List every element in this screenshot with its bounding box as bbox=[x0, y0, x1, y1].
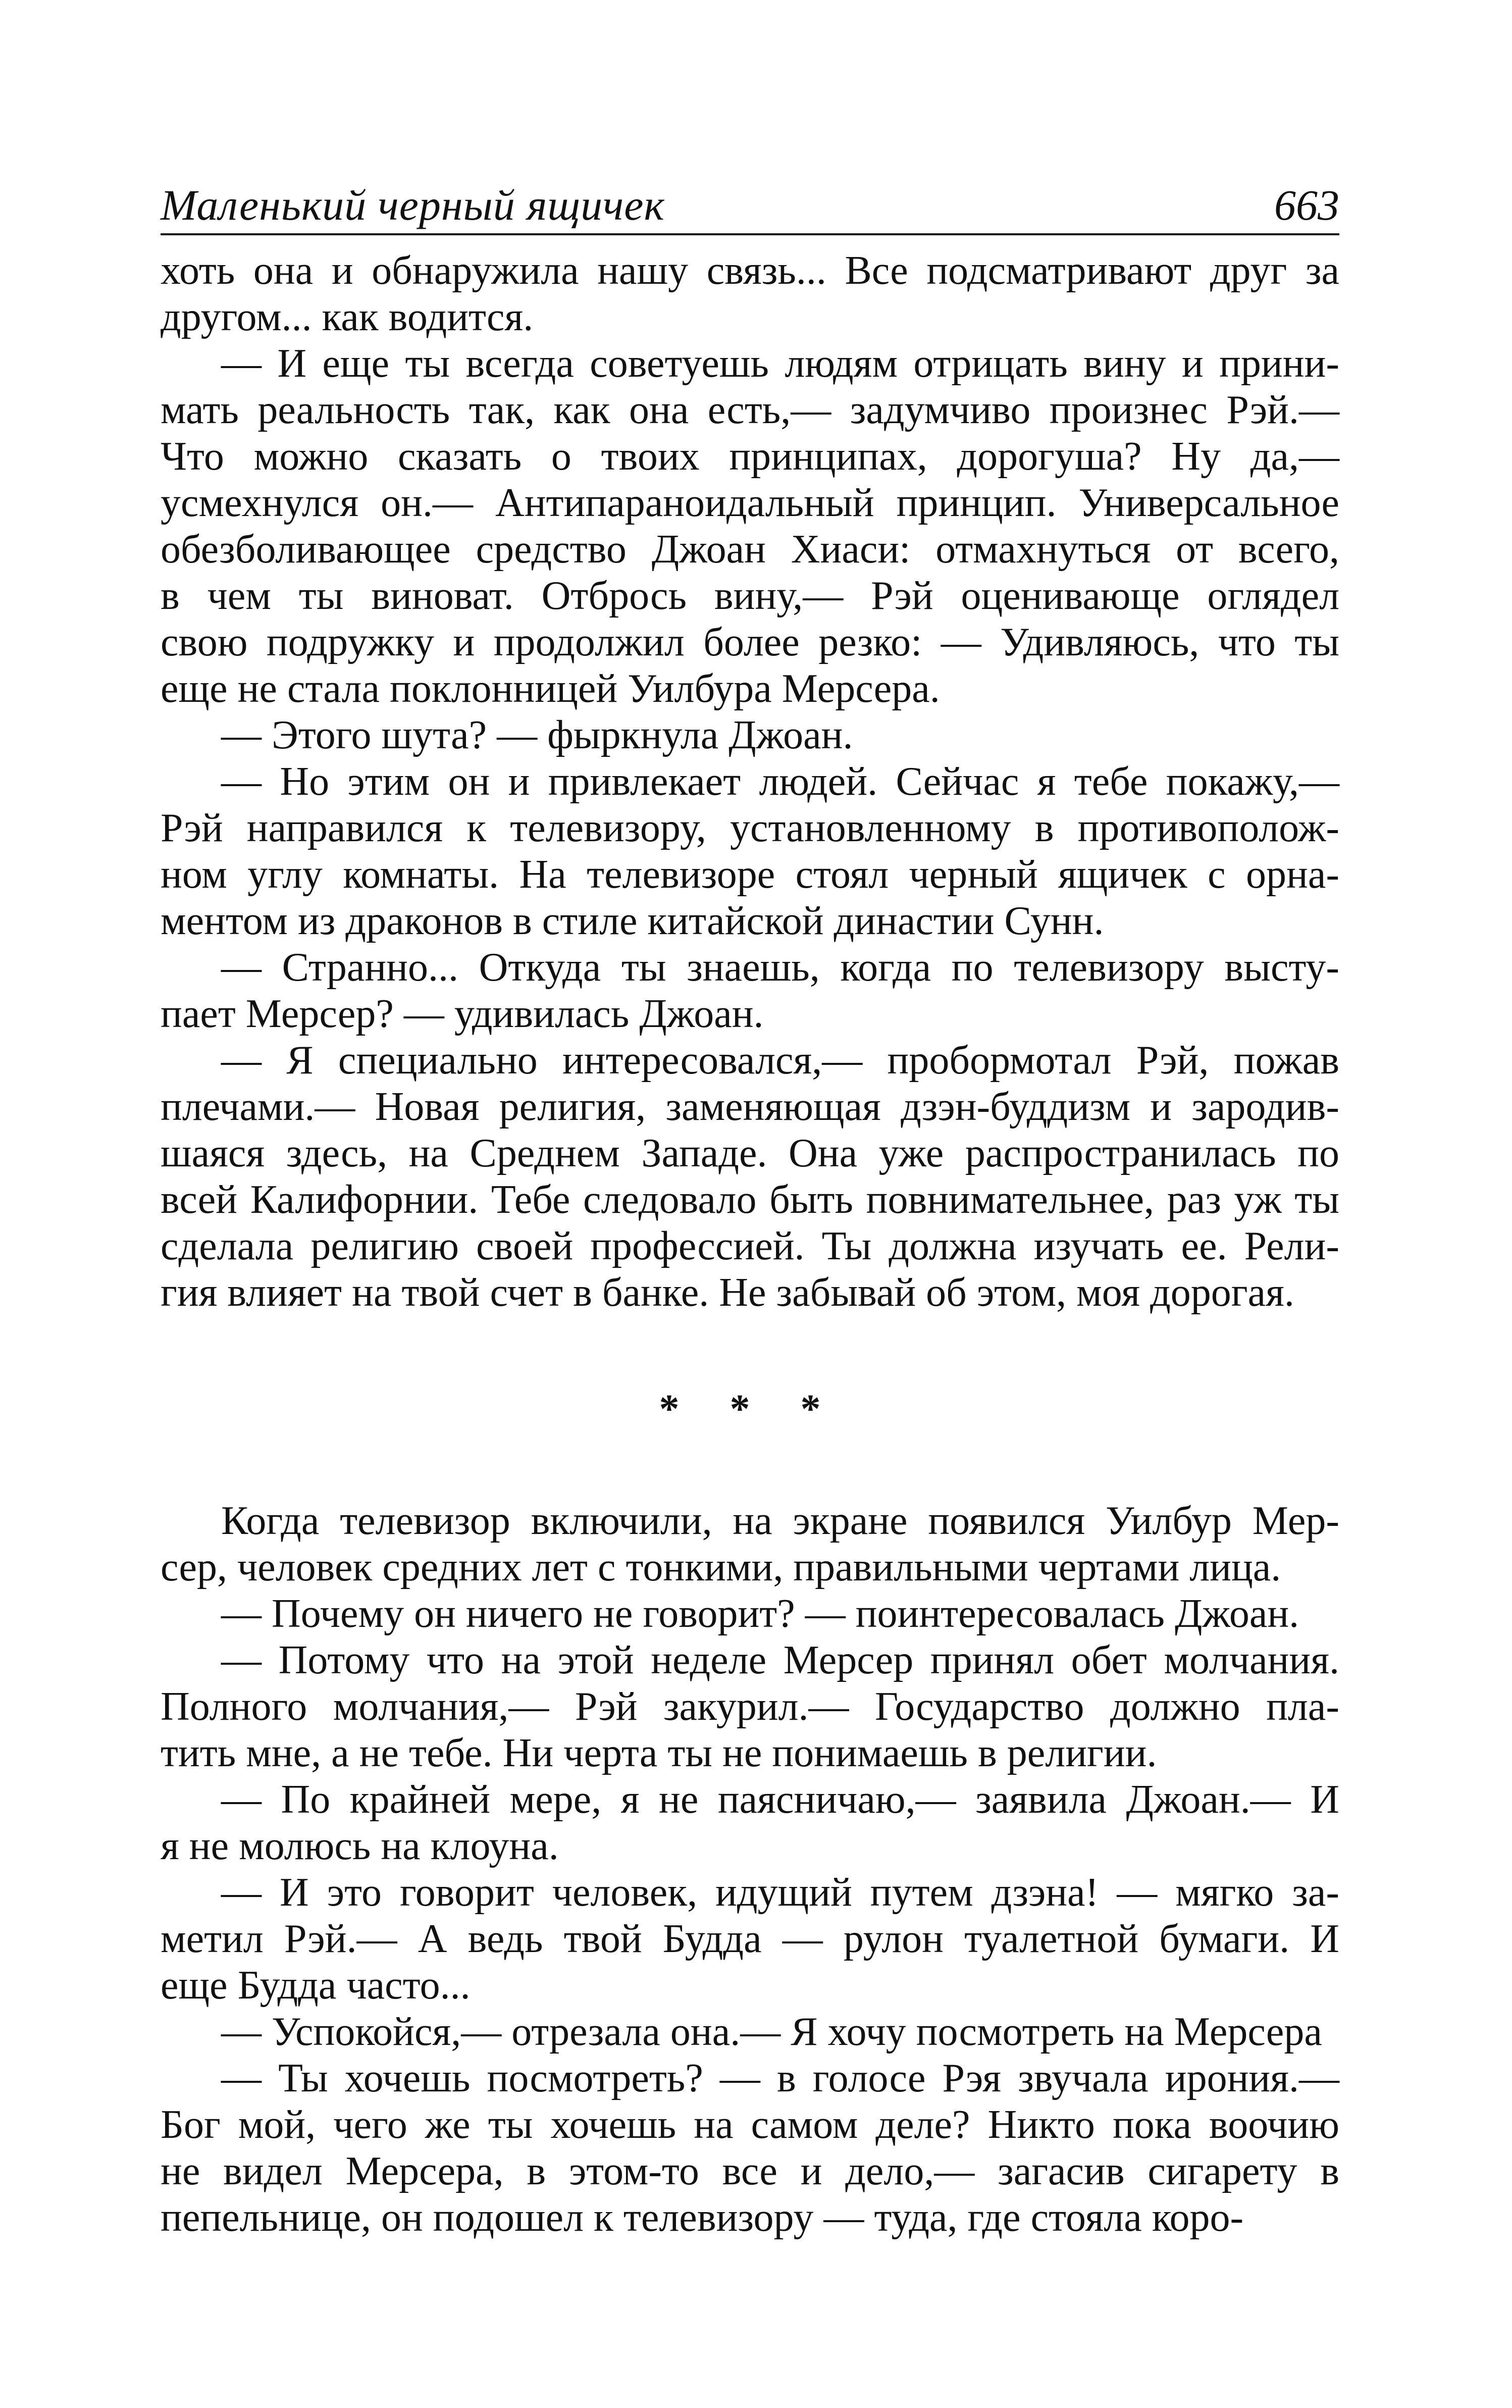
text-line: — Потому что на этой неделе Мерсер принял обет молчания. bbox=[221, 1638, 1339, 1682]
paragraph bbox=[161, 1637, 1339, 1776]
text-line: Рэй направился к телевизору, установленному в противополож- bbox=[161, 806, 1339, 850]
text-line: — И еще ты всегда советуешь людям отрицать вину и прини- bbox=[221, 341, 1339, 386]
text-line: пепельнице, он подошел к телевизору — туда, где стояла коро- bbox=[161, 2195, 1244, 2240]
text-line: — Но этим он и привлекает людей. Сейчас я тебе покажу,— bbox=[221, 759, 1339, 804]
paragraph bbox=[161, 1498, 1339, 1591]
paragraph bbox=[161, 1591, 1339, 1637]
text-line: Когда телевизор включили, на экране появился Уилбур Мер- bbox=[221, 1499, 1339, 1543]
text-line: — И это говорит человек, идущий путем дзэна! — мягко за- bbox=[221, 1870, 1339, 1915]
text-section-after-break bbox=[161, 1498, 1339, 2241]
text-line: Что можно сказать о твоих принципах, дорогуша? Ну да,— bbox=[161, 434, 1339, 479]
section-break-asterisks: * * * bbox=[659, 1387, 841, 1431]
paragraph bbox=[161, 247, 1339, 340]
text-line: сделала религию своей профессией. Ты должна изучать ее. Рели- bbox=[161, 1224, 1339, 1268]
text-line: сер, человек средних лет с тонкими, правильными чертами лица. bbox=[161, 1545, 1281, 1590]
text-line: обезболивающее средство Джоан Хиаси: отмахнуться от всего, bbox=[161, 527, 1339, 572]
text-line: плечами.— Новая религия, заменяющая дзэн-буддизм и зародив- bbox=[161, 1085, 1339, 1129]
text-line: — Этого шута? — фыркнула Джоан. bbox=[221, 713, 853, 757]
paragraph bbox=[161, 944, 1339, 1037]
text-line: другом... как водится. bbox=[161, 295, 534, 339]
paragraph bbox=[161, 758, 1339, 944]
text-line: усмехнулся он.— Антипараноидальный принцип. Универсальное bbox=[161, 481, 1339, 525]
text-line: гия влияет на твой счет в банке. Не забывай об этом, моя дорогая. bbox=[161, 1270, 1294, 1315]
text-line: мать реальность так, как она есть,— задумчиво произнес Рэй.— bbox=[161, 388, 1339, 432]
paragraph bbox=[161, 340, 1339, 712]
paragraph bbox=[161, 1037, 1339, 1316]
text-line: не видел Мерсера, в этом-то все и дело,— загасив сигарету в bbox=[161, 2149, 1339, 2193]
text-line: в чем ты виноват. Отбрось вину,— Рэй оценивающе оглядел bbox=[161, 574, 1339, 618]
page-body bbox=[161, 247, 1339, 2241]
text-line: пает Мерсер? — удивилась Джоан. bbox=[161, 992, 764, 1036]
text-section-before-break bbox=[161, 247, 1339, 1316]
page-number: 663 bbox=[1274, 181, 1339, 229]
text-line: Полного молчания,— Рэй закурил.— Государство должно пла- bbox=[161, 1684, 1339, 1729]
paragraph bbox=[161, 2055, 1339, 2241]
paragraph bbox=[161, 2009, 1339, 2055]
section-break bbox=[161, 1316, 1339, 1498]
text-line: — Странно... Откуда ты знаешь, когда по телевизору высту- bbox=[221, 945, 1339, 990]
text-line: свою подружку и продолжил более резко: — Удивляюсь, что ты bbox=[161, 620, 1339, 664]
text-line: еще Будда часто... bbox=[161, 1963, 471, 2008]
text-line: тить мне, а не тебе. Ни черта ты не понимаешь в религии. bbox=[161, 1731, 1157, 1775]
paragraph bbox=[161, 1869, 1339, 2009]
paragraph bbox=[161, 712, 1339, 758]
text-line: шаяся здесь, на Среднем Западе. Она уже распространилась по bbox=[161, 1131, 1339, 1175]
text-line: — По крайней мере, я не паясничаю,— заявила Джоан.— И bbox=[221, 1777, 1339, 1822]
text-line: хоть она и обнаружила нашу связь... Все подсматривают друг за bbox=[161, 248, 1339, 293]
text-line: метил Рэй.— А ведь твой Будда — рулон туалетной бумаги. И bbox=[161, 1917, 1339, 1961]
running-header bbox=[161, 178, 1339, 235]
text-line: я не молюсь на клоуна. bbox=[161, 1824, 559, 1868]
text-line: — Успокойся,— отрезала она.— Я хочу посмотреть на Мерсера bbox=[221, 2010, 1322, 2054]
text-line: Бог мой, чего же ты хочешь на самом деле? Никто пока воочию bbox=[161, 2103, 1339, 2147]
text-line: всей Калифорнии. Тебе следовало быть повнимательнее, раз уж ты bbox=[161, 1177, 1339, 1222]
text-line: — Я специально интересовался,— пробормотал Рэй, пожав bbox=[221, 1038, 1339, 1083]
text-line: — Ты хочешь посмотреть? — в голосе Рэя звучала ирония.— bbox=[221, 2056, 1339, 2100]
text-line: еще не стала поклонницей Уилбура Мерсера. bbox=[161, 667, 940, 711]
text-line: — Почему он ничего не говорит? — поинтересовалась Джоан. bbox=[221, 1592, 1299, 1636]
text-line: ментом из драконов в стиле китайской династии Сунн. bbox=[161, 899, 1104, 943]
text-line: ном углу комнаты. На телевизоре стоял черный ящичек с орна- bbox=[161, 852, 1339, 897]
paragraph bbox=[161, 1776, 1339, 1869]
running-title: Маленький черный ящичек bbox=[161, 181, 665, 229]
